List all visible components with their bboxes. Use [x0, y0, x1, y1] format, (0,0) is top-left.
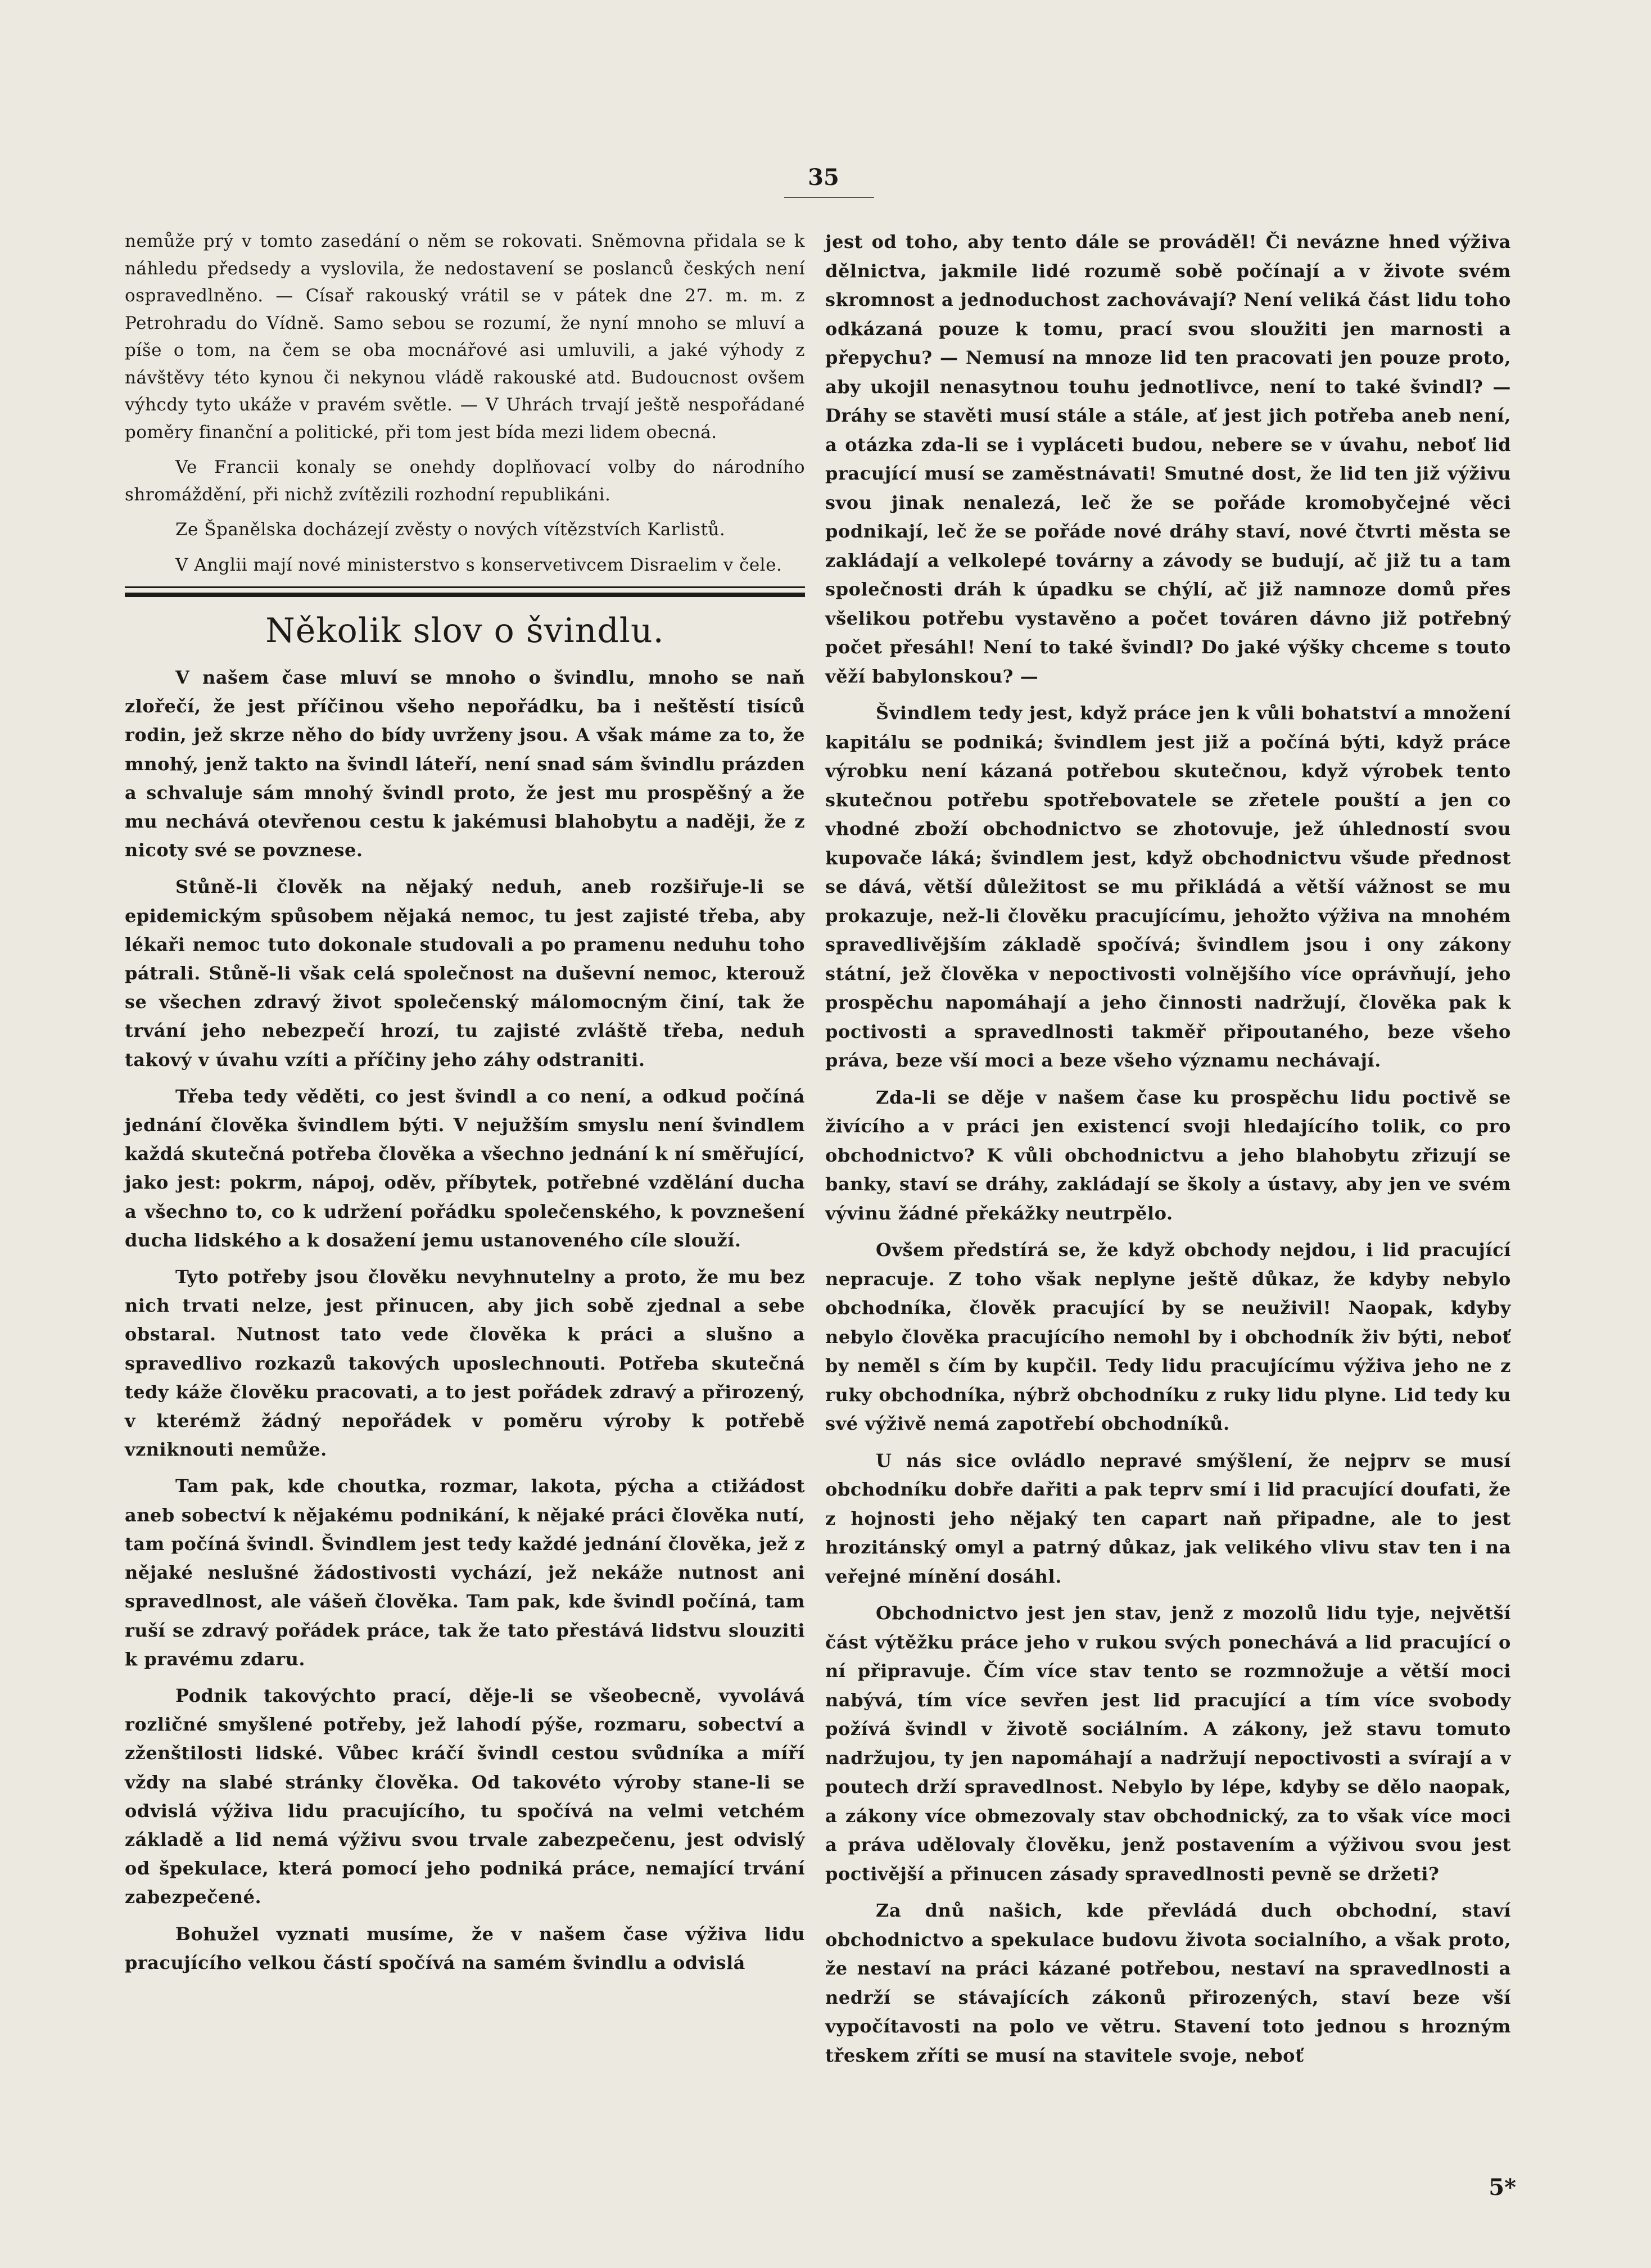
news-paragraph: V Anglii mají nové ministerstvo s konservetivcem Disraelim v čele.: [175, 554, 782, 575]
article-paragraph: Švindlem tedy jest, když práce jen k vůli bohatství a množení kapitálu se podniká; švindlem jest již a počíná býti, když práce výrobku není kázaná potřebou skutečnou, když výrobek tento skutečnou potřebu spotřebovatele se zřetele pouští a jen co vhodné zboží obchodnictvo se zhotovuje, jež úhledností svou kupovače láká; švindlem jest, když obchodnictvu všude přednost se dává, větší důležitost se mu přikládá a větší vážnost se mu prokazuje, než-li člověku pracujícímu, jehožto výživa na mnohém spravedlivějším základě spočívá; švindlem jsou i ony zákony státní, jež člověka v nepoctivosti volnějšího více oprávňují, jeho prospěchu napomáhají a jeho činnosti nadržují, člověka pak k poctivosti a spravedlnosti takměř připoutaného, beze všeho práva, beze vší moci a beze všeho významu nechávají.: [825, 702, 1511, 1071]
article-paragraph: Podnik takovýchto prací, děje-li se všeobecně, vyvolává rozličné smyšlené potřeby, jež lahodí pýše, rozmaru, sobectví a zženštilosti lidské. Vůbec kráčí švindl cestou svůdníka a míří vždy na slabé stránky člověka. Od takovéto výroby stane-li se odvislá výživa lidu pracujícího, tu spočívá na velmi vetchém základě a lid nemá výživu svou trvale zabezpečenu, jest odvislý od špekulace, která pomocí jeho podniká práce, nemající trvání zabezpečené.: [125, 1684, 805, 1908]
news-paragraph: Ve Francii konaly se onehdy doplňovací volby do národního shromáždění, při nichž zvítězili rozhodní republikáni.: [125, 457, 805, 505]
article-paragraph: Za dnů našich, kde převládá duch obchodní, staví obchodnictvo a spekulace budovu života socialního, a však proto, že nestaví na práci kázané potřebou, nestaví na spravedlnosti a nedrží se stávajících zákonů přirozených, staví beze vší vypočítavosti na polo ve větru. Stavení toto jednou s hrozným třeskem zříti se musí na stavitele svoje, neboť: [825, 1900, 1511, 2066]
page-number: 35: [808, 164, 839, 191]
section-divider-thick: [125, 593, 805, 597]
article-paragraph: V našem čase mluví se mnoho o švindlu, mnoho se naň zlořečí, že jest příčinou všeho nepořádku, ba i neštěstí tisíců rodin, jež skrze něho do bídy uvrženy jsou. A však máme za to, že mnohý, jenž takto na švindl láteří, není snad sám švindlu prázden a schvaluje sám mnohý švindl proto, že jest mu prospěšný a že mu nechává otevřenou cestu k jakémusi blahobytu a naději, že z nicoty své se povznese.: [125, 667, 805, 861]
article-paragraph: Stůně-li člověk na nějaký neduh, aneb rozšiřuje-li se epidemickým spůsobem nějaká nemoc, tu jest zajisté třeba, aby lékaři nemoc tuto dokonale studovali a po pramenu neduhu toho pátrali. Stůně-li však celá společnost na duševní nemoc, kterouž se všechen zdravý život společenský málomocným činí, tak že trvání jeho nebezpečí hrozí, tu zajisté zvláště třeba, neduh takový v úvahu vzíti a příčiny jeho záhy odstraniti.: [125, 876, 805, 1070]
right-column: [825, 228, 1511, 2078]
signature-mark: 5*: [1489, 2174, 1516, 2201]
article-paragraph: U nás sice ovládlo nepravé smýšlení, že nejprv se musí obchodníku dobře dařiti a pak teprv smí i lid pracující doufati, že z hojnosti jeho nějaký ten capart naň připadne, ale to jest hrozitánský omyl a patrný důkaz, jak velikého vlivu stav ten i na veřejné mínění dosáhl.: [825, 1449, 1511, 1587]
article-paragraph: Tyto potřeby jsou člověku nevyhnutelny a proto, že mu bez nich trvati nelze, jest přinucen, aby jich sobě zjednal a sebe obstaral. Nutnost tato vede člověka k práci a slušno a spravedlivo rozkazů takových uposlechnouti. Potřeba skutečná tedy káže člověku pracovati, a to jest pořádek zdravý a přirozený, v kterémž žádný nepořádek v poměru výroby k potřebě vzniknouti nemůže.: [125, 1266, 805, 1461]
news-paragraph: Ze Španělska docházejí zvěsty o nových vítězstvích Karlistů.: [175, 519, 726, 540]
article-paragraph: Ovšem předstírá se, že když obchody nejdou, i lid pracující nepracuje. Z toho však neplyne ještě důkaz, že kdyby nebylo obchodníka, člověk pracující by se neuživil! Naopak, kdyby nebylo člověka pracujícího nemohl by i obchodník živ býti, neboť by neměl s čím by kupčil. Tedy lidu pracujícímu výživa jeho ne z ruky obchodníka, nýbrž obchodníku z ruky lidu plyne. Lid tedy ku své výživě nemá zapotřebí obchodníků.: [825, 1239, 1511, 1434]
left-column: [125, 228, 805, 1985]
article-paragraph: jest od toho, aby tento dále se prováděl! Či nevázne hned výživa dělnictva, jakmile lidé rozumě sobě počínají a v živote svém skromnost a jednoduchost zachovávají? Není veliká část lidu toho odkázaná pouze k tomu, prací svou sloužiti jen marnosti a přepychu? — Nemusí na mnoze lid ten pracovati jen pouze proto, aby ukojil nenasytnou touhu jednotlivce, není to také švindl? — Dráhy se stavěti musí stále a stále, ať jest jich potřeba aneb není, a otázka zda-li se i vypláceti budou, nebere se v úvahu, neboť lid pracující musí se zaměstnávati! Smutné dost, že lid ten již výživu svou jinak nenalezá, leč že se pořáde kromobyčejné věci podnikají, leč že se pořáde nové dráhy staví, nové čtvrti města se zakládají a velkolepé továrny a závody se budují, ač již tu a tam společnosti dráh k úpadku se chýlí, ač již namnoze domů přes všelikou potřebu vystavěno a počet továren dávno již potřebný počet přesáhl! Není to také švindl? Do jaké výšky chceme s touto věží babylonskou? —: [825, 231, 1511, 687]
article-paragraph: Obchodnictvo jest jen stav, jenž z mozolů lidu tyje, největší část výtěžku práce jeho v rukou svých ponechává a lid pracující o ní připravuje. Čím více stav tento se rozmnožuje a větší moci nabývá, tím více sevřen jest lid pracující a tím více svobody požívá švindl v životě sociálním. A zákony, jež stavu tomuto nadržujou, ty jen napomáhají a nadržují nepoctivosti a svírají a v poutech drží spravedlnost. Nebylo by lépe, kdyby se dělo naopak, a zákony více obmezovaly stav obchodnický, za to však více moci a práva udělovaly člověku, jenž postavením a výživou svou jest poctivější a přinucen zásady spravedlnosti pevně se držeti?: [825, 1602, 1511, 1885]
article-paragraph: Bohužel vyznati musíme, že v našem čase výživa lidu pracujícího velkou částí spočívá na samém švindlu a odvislá: [125, 1923, 805, 1973]
header-rule: [784, 197, 874, 198]
article-paragraph: Třeba tedy věděti, co jest švindl a co není, a odkud počíná jednání člověka švindlem býti. V nejužším smyslu není švindlem každá skutečná potřeba člověka a všechno jednání k ní směřující, jako jest: pokrm, nápoj, oděv, příbytek, potřebné vzdělání ducha a všechno to, co k udržení pořádku společenského, k povznešení ducha lidského a k dosažení jemu ustanoveného cíle slouží.: [125, 1085, 805, 1251]
article-paragraph: Tam pak, kde choutka, rozmar, lakota, pýcha a ctižádost aneb sobectví k nějakému podnikání, k nějaké práci člověka nutí, tam počíná švindl. Švindlem jest tedy každé jednání člověka, jež z nějaké neslušné žádostivosti vychází, jež nekáže nutnost ani spravedlnost, ale vášeň člověka. Tam pak, kde švindl počíná, tam ruší se zdravý pořádek práce, tak že tato přestává lidstvu slouziti k pravému zdaru.: [125, 1475, 805, 1670]
news-paragraph: nemůže prý v tomto zasedání o něm se rokovati. Sněmovna přidala se k náhledu předsedy a vyslovila, že nedostavení se poslanců českých není ospravedlněno. — Císař rakouský vrátil se v pátek dne 27. m. m. z Petrohradu do Vídně. Samo sebou se rozumí, že nyní mnoho se mluví a píše o tom, na čem se oba mocnářové asi umluvili, a jaké výhody z návštěvy této kynou či nekynou vládě rakouské atd. Budoucnost ovšem výhcdy tyto ukáže v pravém světle. — V Uhrách trvají ještě nespořádané poměry finanční a politické, při tom jest bída mezi lidem obecná.: [125, 231, 805, 442]
section-divider-thin: [125, 586, 805, 588]
article-paragraph: Zda-li se děje v našem čase ku prospěchu lidu poctivě se živícího a v práci jen existencí svoji hledajícího tolik, co pro obchodnictvo? K vůli obchodnictvu a jeho blahobytu zřizují se banky, staví se dráhy, zakládají se školy a ústavy, aby jen ve svém vývinu žádné překážky neutrpělo.: [825, 1086, 1511, 1224]
article-title: Několik slov o švindlu.: [265, 611, 664, 650]
